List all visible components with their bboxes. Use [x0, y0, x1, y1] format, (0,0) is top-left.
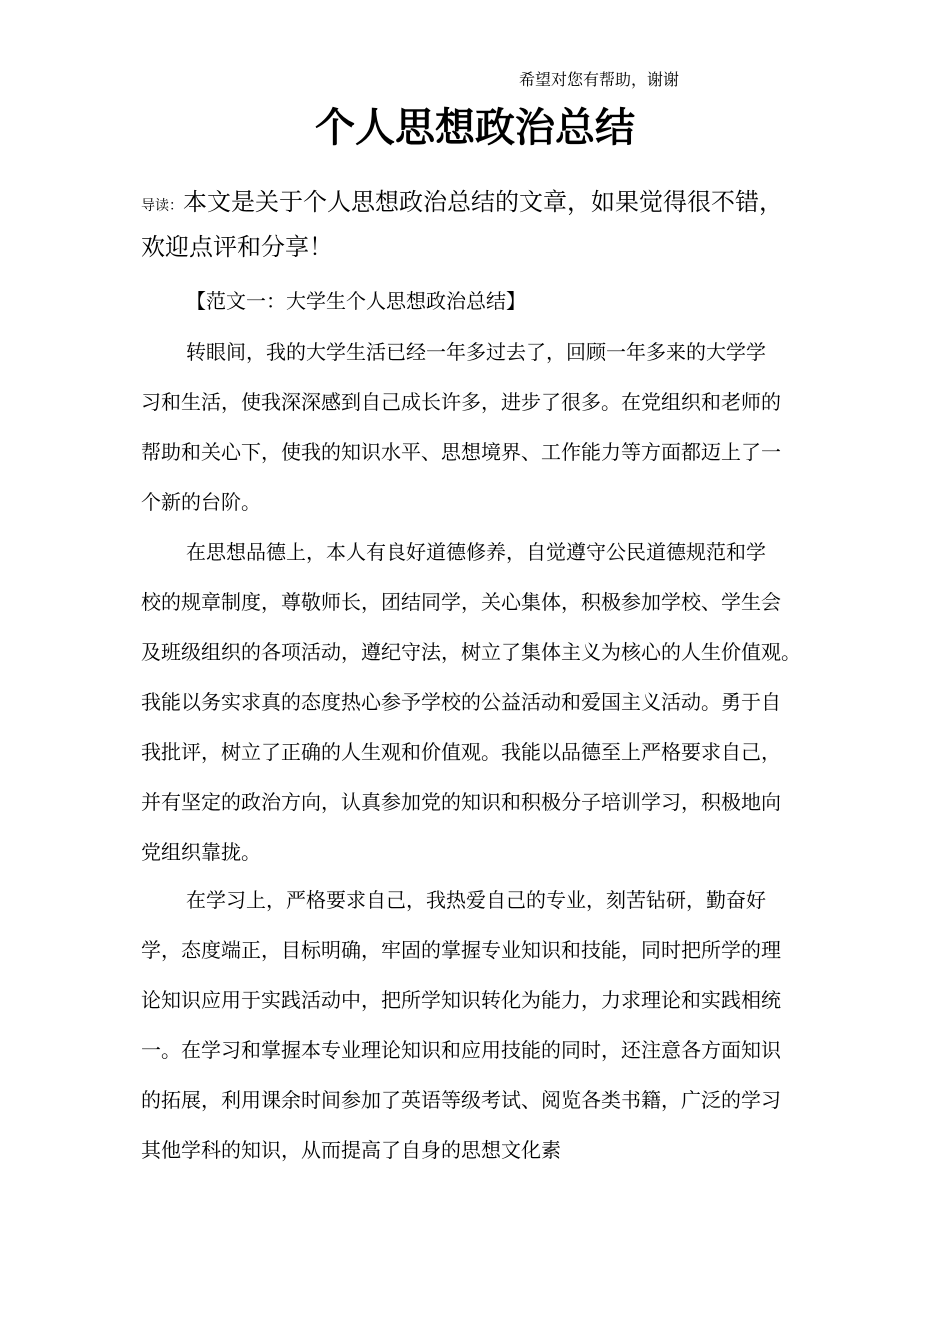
- paragraph: [141, 884, 841, 1184]
- paragraph-line: 论知识应用于实践活动中，把所学知识转化为能力，力求理论和实践相统: [141, 988, 781, 1012]
- paragraph-line: 校的规章制度，尊敬师长，团结同学，关心集体，积极参加学校、学生会: [141, 590, 781, 614]
- paragraph-line: 在学习上，严格要求自己，我热爱自己的专业，刻苦钻研，勤奋好: [186, 888, 766, 912]
- paragraph-line: 的拓展，利用课余时间参加了英语等级考试、阅览各类书籍，广泛的学习: [141, 1088, 781, 1112]
- paragraph-line: 其他学科的知识，从而提高了自身的思想文化素: [141, 1138, 561, 1162]
- paragraph-line: 帮助和关心下，使我的知识水平、思想境界、工作能力等方面都迈上了一: [141, 440, 781, 464]
- paragraph-line: 个新的台阶。: [141, 490, 261, 514]
- paragraph: [141, 336, 841, 536]
- paragraph-line: 我能以务实求真的态度热心参予学校的公益活动和爱国主义活动。勇于自: [141, 690, 781, 714]
- paragraph-line: 我批评，树立了正确的人生观和价值观。我能以品德至上严格要求自己，: [141, 740, 781, 764]
- paragraph-line: 在思想品德上，本人有良好道德修养，自觉遵守公民道德规范和学: [186, 540, 766, 564]
- intro-label: 导读：: [141, 198, 183, 214]
- section-heading: 【范文一：大学生个人思想政治总结】: [186, 289, 526, 313]
- paragraph-line: 及班级组织的各项活动，遵纪守法，树立了集体主义为核心的人生价值观。: [141, 640, 801, 664]
- intro-line: [141, 180, 841, 225]
- paragraph-line: 转眼间，我的大学生活已经一年多过去了，回顾一年多来的大学学: [186, 340, 766, 364]
- intro-text: 欢迎点评和分享！: [141, 233, 333, 261]
- header-note: 希望对您有帮助，谢谢: [519, 70, 680, 89]
- intro-line: [141, 225, 841, 270]
- paragraph: [141, 536, 841, 886]
- document-title: 个人思想政治总结: [315, 105, 635, 151]
- intro-text: 本文是关于个人思想政治总结的文章，如果觉得很不错，: [183, 188, 783, 216]
- intro: [141, 180, 841, 270]
- paragraph-line: 并有坚定的政治方向，认真参加党的知识和积极分子培训学习，积极地向: [141, 790, 781, 814]
- paragraph-line: 习和生活，使我深深感到自己成长许多，进步了很多。在党组织和老师的: [141, 390, 781, 414]
- paragraph-line: 学，态度端正，目标明确，牢固的掌握专业知识和技能，同时把所学的理: [141, 938, 781, 962]
- paragraph-line: 一。在学习和掌握本专业理论知识和应用技能的同时，还注意各方面知识: [141, 1038, 781, 1062]
- paragraph-line: 党组织靠拢。: [141, 840, 261, 864]
